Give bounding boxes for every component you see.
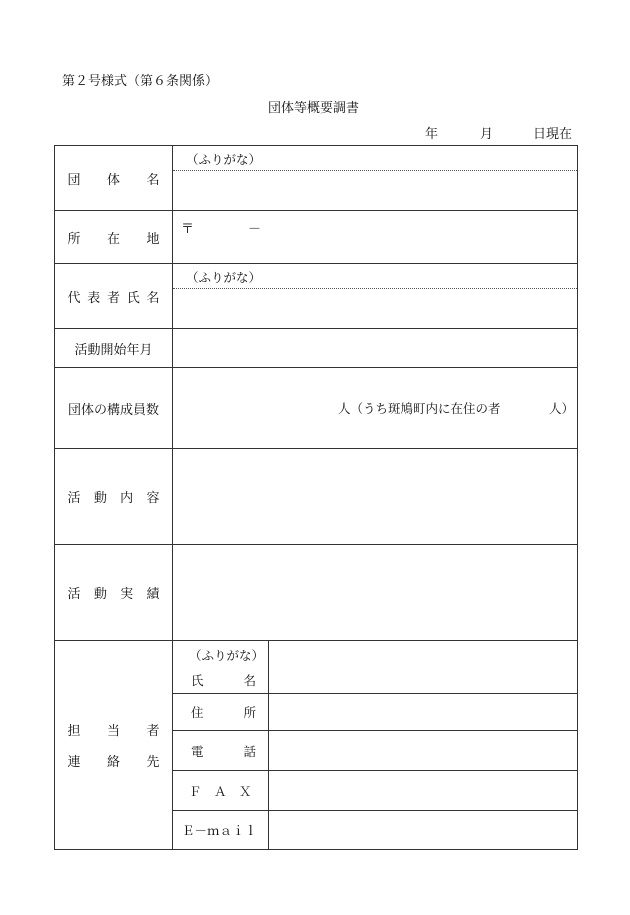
members-field[interactable] [173,368,578,449]
date-month-label: 月 [480,127,494,142]
contact-address-field[interactable] [269,694,578,731]
overview-form-table [54,145,578,850]
contact-fax-field[interactable] [269,771,578,811]
contact-phone-label: 電 話 [173,731,269,771]
members-unit-text: 人（うち斑鳩町内に在住の者 [338,401,501,416]
start-date-field[interactable] [173,329,578,368]
contact-name-label: （ふりがな） 氏 名 [173,641,269,694]
postal-mark: 〒 [181,222,195,237]
results-label: 活 動 実 績 [55,545,173,641]
contact-address-label: 住 所 [173,694,269,731]
members-unit-close: 人） [549,401,575,416]
document-title: 団体等概要調書 [268,101,360,116]
contact-name-row [55,641,578,694]
activity-label: 活 動 内 容 [55,449,173,545]
representative-label: 代 表 者 氏 名 [55,264,173,329]
members-label: 団体の構成員数 [55,368,173,449]
postal-dash: － [248,222,262,237]
group-name-row [55,146,578,211]
contact-phone-field[interactable] [269,731,578,771]
address-field[interactable] [173,211,578,264]
contact-fax-label: Ｆ Ａ Ｘ [173,771,269,811]
results-field[interactable] [173,545,578,641]
form-number: 第２号様式（第６条関係） [62,74,219,89]
contact-email-field[interactable] [269,811,578,850]
address-label: 所 在 地 [55,211,173,264]
results-row [55,545,578,641]
contact-name-field[interactable] [269,641,578,694]
start-date-label: 活動開始年月 [55,329,173,368]
start-date-row [55,329,578,368]
contact-name-furigana: （ふりがな） [189,647,265,663]
activity-row [55,449,578,545]
date-year-label: 年 [425,127,439,142]
group-name-field[interactable] [173,146,578,211]
date-line [0,123,630,142]
members-row [55,368,578,449]
representative-field[interactable] [173,264,578,329]
group-name-furigana: （ふりがな） [173,146,577,171]
contact-email-label: Ｅ－ｍａｉｌ [173,811,269,850]
representative-row [55,264,578,329]
activity-field[interactable] [173,449,578,545]
group-name-label: 団 体 名 [55,146,173,211]
date-day-label: 日現在 [533,127,573,142]
representative-furigana: （ふりがな） [173,264,577,289]
contact-label: 担 当 者 連 絡 先 [55,641,173,850]
address-row [55,211,578,264]
